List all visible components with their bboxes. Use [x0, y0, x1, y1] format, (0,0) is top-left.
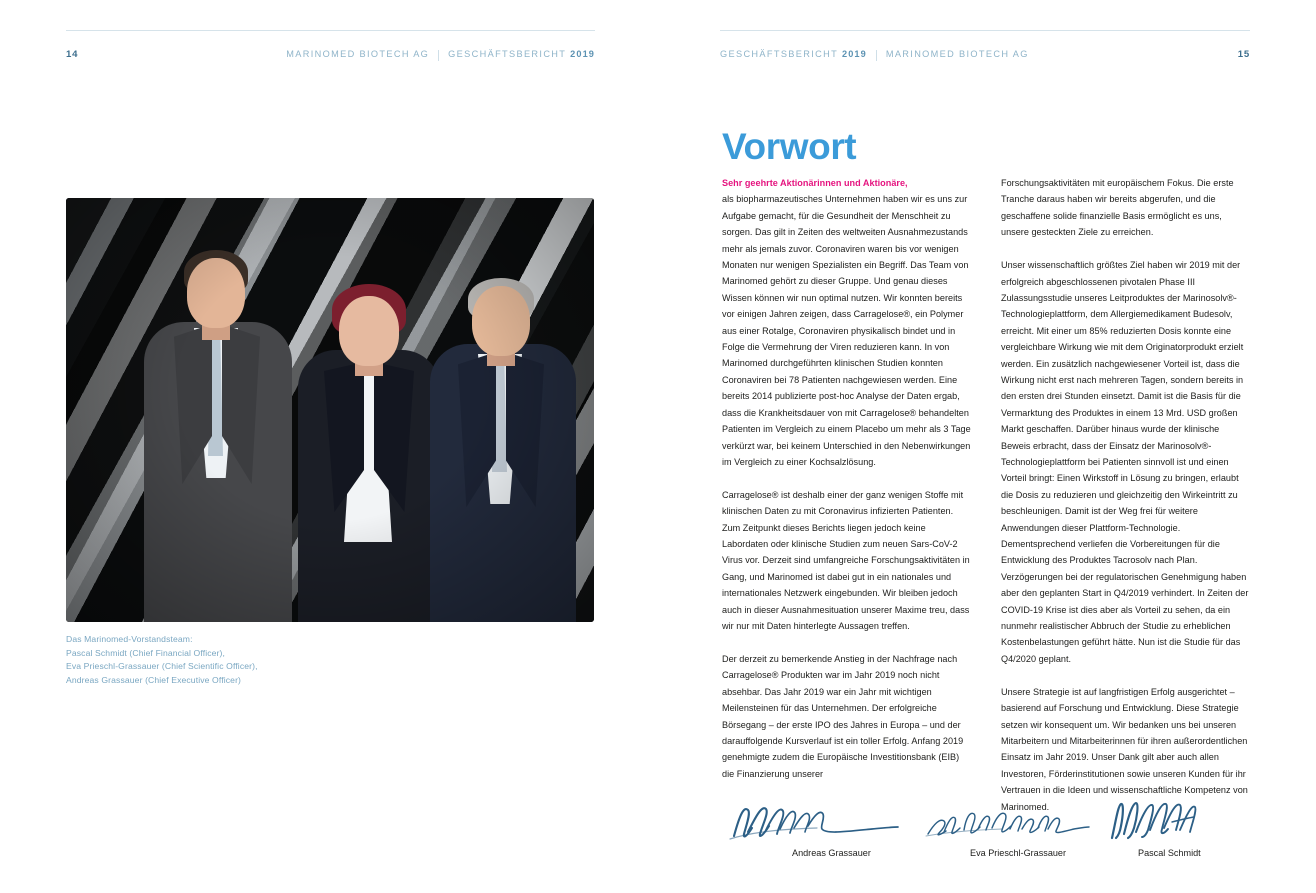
caption-line-ceo: Andreas Grassauer (Chief Executive Officer) [66, 674, 242, 685]
salutation: Sehr geehrte Aktionärinnen und Aktionäre, [722, 178, 908, 188]
board-photo [66, 198, 594, 622]
article-body [722, 175, 1252, 832]
signature-eva-prieschl-grassauer [922, 796, 1102, 858]
signature-name-2: Eva Prieschl-Grassauer [970, 848, 1067, 858]
signature-ink-3 [1102, 796, 1242, 846]
left-runhead-year: 2019 [570, 49, 595, 60]
signature-block [722, 796, 1252, 858]
paragraph-left-1: als biopharmazeutisches Unternehmen haben wir es uns zur Aufgabe gemacht, für die Gesundheit der Menschheit zu sorgen. Das gilt in Zeiten des weltweiten Ausnahmezustands mehr als jemals zuvor. Coronaviren waren bis vor wenigen Monaten nur wenigen Spezialisten ein Begriff. Das Team von Marinomed gehört zu dieser Gruppe. Und genau dieses Wissen können wir nun optimal nutzen. Wir konnten bereits vor einigen Jahren zeigen, dass Carragelose®, ein Polymer aus einer Rotalge, Coronaviren physikalisch bindet und in Folge die Vermehrung der Viren reduzieren kann. In von Marinomed durchgeführten klinischen Studien konnten Coronaviren bei 78 Patienten nachgewiesen werden. Eine bereits 2014 publizierte post-hoc Analyse der Daten ergab, dass die Krankheitsdauer von mit Carragelose® behandelten Patienten im Vergleich zu einem Placebo um mehr als 3 Tage verkürzt war, bei keinem Unterschied in den Nebenwirkungen im Vergleich zu einer Kochsalzlösung. [722, 194, 971, 467]
left-running-head [66, 30, 595, 60]
signature-andreas-grassauer [722, 796, 922, 858]
paragraph-left-3: Der derzeit zu bemerkende Anstieg in der Nachfrage nach Carragelose® Produkten war im Jahr 2019 noch nicht absehbar. Das Jahr 2019 war ein Jahr mit wichtigen Meilensteinen für das Unternehmen. Der erfolgreiche Börsegang – der erste IPO des Jahres in Europa – und der darauffolgende Kursverlauf ist ein toller Erfolg. Anfang 2019 genehmigte zudem die Europäische Investitionsbank (EIB) die Finanzierung unserer [722, 653, 964, 779]
paragraph-right-2: Unser wissenschaftlich größtes Ziel haben wir 2019 mit der erfolgreich abgeschlossenen pivotalen Phase III Zulassungsstudie unseres Leitproduktes der Marinosolv®-Technologieplattform, dem Allergiemedikament Budesolv, erreicht. Mit einer um 85% reduzierten Dosis konnte eine vergleichbare Wirkung wie mit dem Originatorprodukt erzielt werden. Ein zusätzlich nachgewiesener Vorteil ist, dass die Wirkung nicht erst nach mehreren Tagen, sondern bereits in den ersten drei Stunden einsetzt. Damit ist die Basis für die Vermarktung des Produktes in einem 13 Mrd. USD großen Markt geschaffen. Darüber hinaus wurde der klinische Beweis erbracht, dass der Einsatz der Marinosolv®-Technologieplattform bei Patienten sinnvoll ist und einen Vorteil bringt: Einen Wirkstoff in Lösung zu bringen, erlaubt die Dosis zu reduzieren und gleichzeitig den Wirkeintritt zu beschleunigen. Damit ist der Weg frei für weitere Anwendungen dieser Plattform-Technologie. Dementsprechend verliefen die Vorbereitungen für die Entwicklung des Produktes Tacrosolv nach Plan. Verzögerungen bei der regulatorischen Genehmigung haben aber den geplanten Start in Q4/2019 verhindert. In Zeiten der COVID-19 Krise ist dies aber als Vorteil zu sehen, da ein nunmehr realistischer Abbruch der Studie zu erheblichen Kostenbelastungen geführt hätte. Nun ist die Studie für das Q4/2020 geplant. [1001, 260, 1249, 664]
photo-vignette [66, 198, 594, 622]
caption-line-cso: Eva Prieschl-Grassauer (Chief Scientific Officer), [66, 661, 258, 672]
signature-ink-1 [722, 796, 912, 846]
signature-ink-2 [922, 796, 1097, 846]
caption-line-cfo: Pascal Schmidt (Chief Financial Officer), [66, 647, 226, 658]
left-page-number: 14 [66, 49, 79, 60]
paragraph-left-2: Carragelose® ist deshalb einer der ganz wenigen Stoffe mit klinischen Daten zu mit Coronavirus infizierten Patienten. Zum Zeitpunkt dieses Berichts liegen jedoch keine Labordaten oder klinische Studien zum neuen Sars-CoV-2 Virus vor. Derzeit sind umfangreiche Forschungsaktivitäten in Gang, und Marinomed ist dabei gut in ein nationales und internationales Netzwerk eingebunden. Wir bleiben jedoch auch in dieser Ausnahmesituation unserer Maxime treu, dass wir nur mit Daten hinterlegte Aussagen treffen. [722, 489, 970, 632]
column-left [722, 175, 972, 832]
right-runhead-company: MARINOMED BIOTECH AG [885, 49, 1029, 60]
signature-name-3: Pascal Schmidt [1138, 848, 1201, 858]
right-running-head [720, 30, 1250, 60]
column-right [1001, 175, 1251, 832]
right-runhead-year: 2019 [841, 49, 867, 60]
left-runhead-crumb [286, 49, 595, 60]
caption-line-title: Das Marinomed-Vorstandsteam: [66, 634, 193, 644]
photo-caption [66, 633, 396, 687]
right-runhead-crumb [720, 49, 1029, 60]
right-runhead-report: GESCHÄFTSBERICHT [720, 49, 839, 60]
paragraph-right-3: Unsere Strategie ist auf langfristigen Erfolg ausgerichtet – basierend auf Forschung und Entwicklung. Diese Strategie setzen wir konsequent um. Wir bedanken uns bei unseren Mitarbeitern und Mitarbeiterinnen für ihren außerordentlichen Einsatz im Jahr 2019. Unser Dank gilt aber auch allen Investoren, Förderinstitutionen sowie unseren Kunden für ihr Vertrauen in die Ideen und wissenschaftliche Kompetenz von Marinomed. [1001, 686, 1248, 812]
right-page-number: 15 [1237, 49, 1250, 60]
signature-pascal-schmidt [1102, 796, 1252, 858]
left-runhead-report: GESCHÄFTSBERICHT [448, 49, 567, 60]
signature-name-1: Andreas Grassauer [792, 848, 871, 858]
runhead-divider [876, 50, 877, 61]
page-title: Vorwort [722, 125, 857, 167]
left-runhead-company: MARINOMED BIOTECH AG [286, 49, 430, 60]
paragraph-right-1: Forschungsaktivitäten mit europäischem Fokus. Die erste Tranche daraus haben wir bereits abgerufen, und die geschaffene solide finanzielle Basis ermöglicht es uns, unsere gesteckten Ziele zu erreichen. [1001, 178, 1234, 238]
runhead-divider [438, 50, 439, 61]
